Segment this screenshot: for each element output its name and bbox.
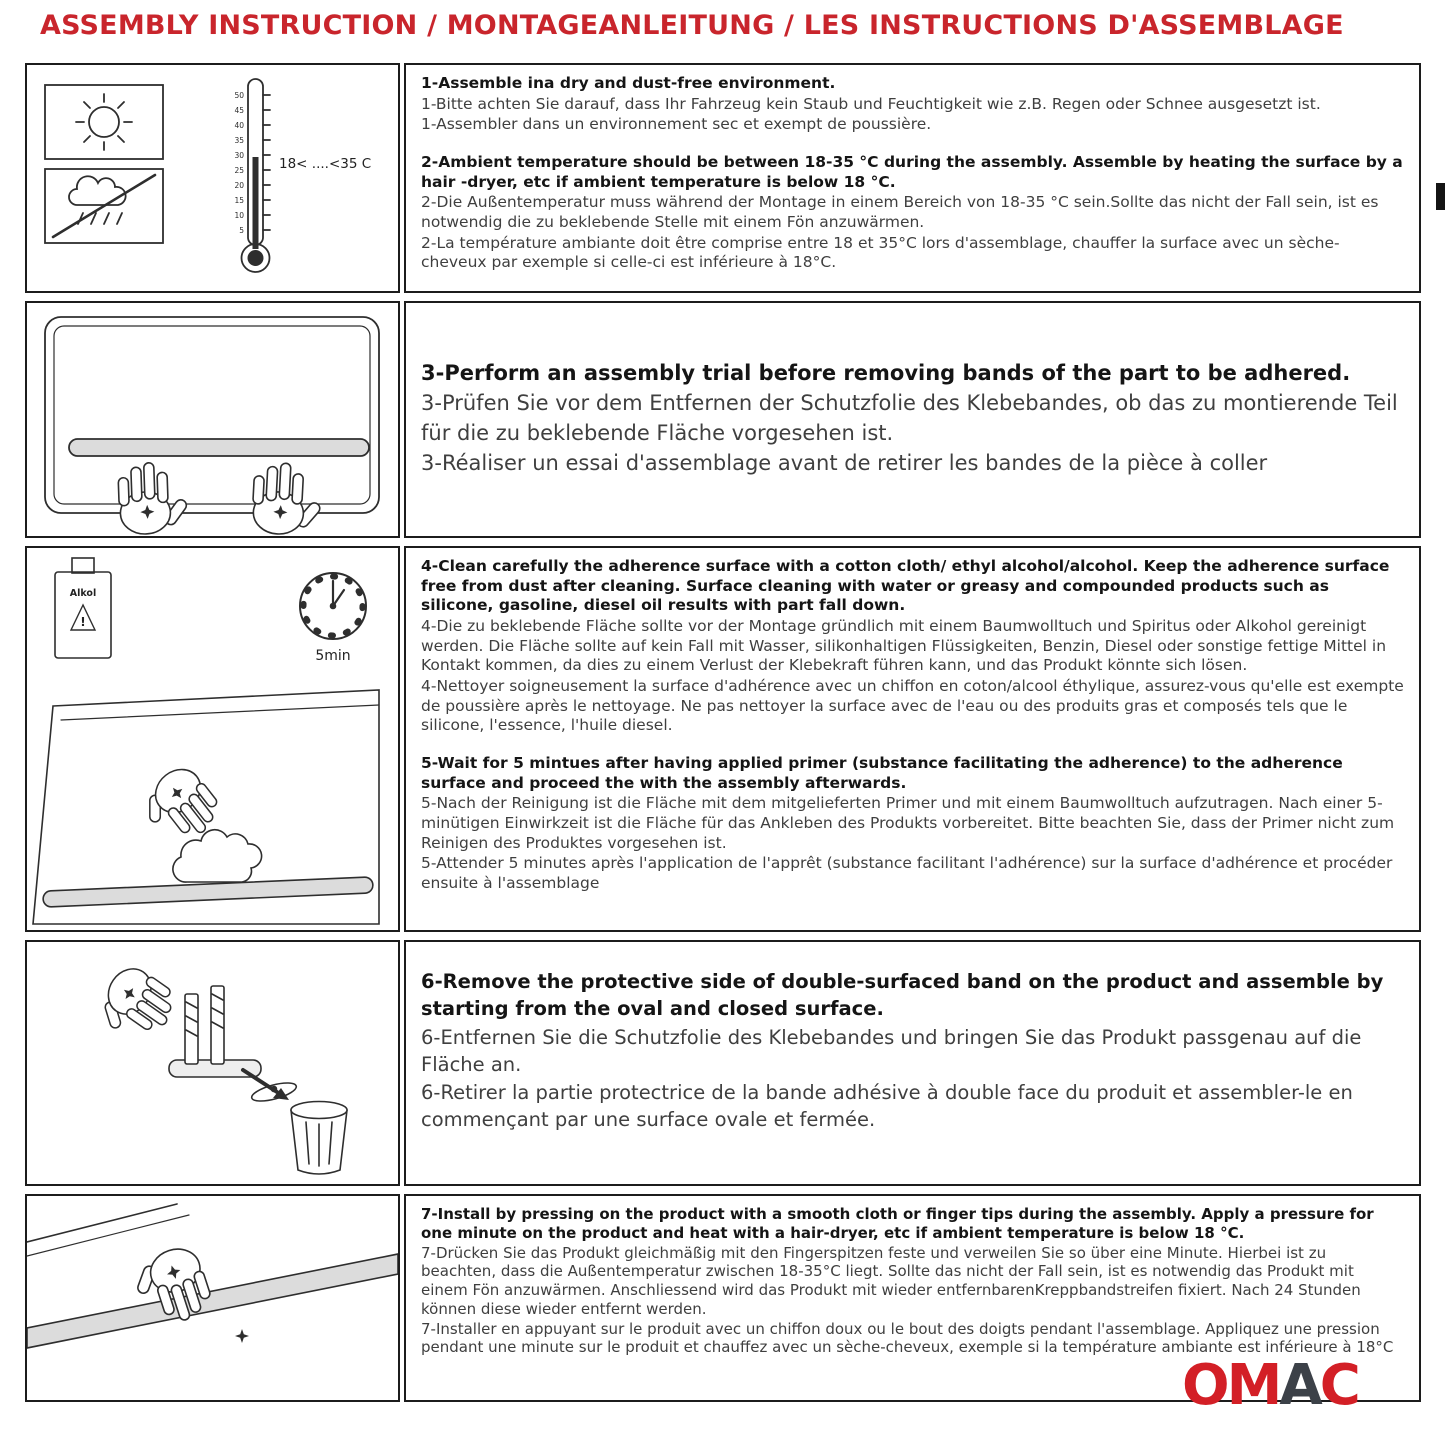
step-1-fr: 1-Assembler dans un environnement sec et exempt de poussière. [421, 115, 932, 134]
step-3-de: 3-Prüfen Sie vor dem Entfernen der Schutzfolie des Klebebandes, ob das zu montierende Teil für die zu beklebende Fläche vorgesehen ist. [421, 391, 1398, 445]
step-6-de: 6-Entfernen Sie die Schutzfolie des Klebebandes und bringen Sie das Produkt passgenau auf die Fläche an. [421, 1025, 1362, 1076]
step-1-en: 1-Assemble ina dry and dust-free environment. [421, 74, 836, 92]
peeling-hand-icon [90, 960, 183, 1053]
step-6-fr: 6-Retirer la partie protectrice de la bande adhésive à double face du produit et assembler-le en commençant par une surface ovale et fermée. [421, 1081, 1353, 1132]
illustration-environment-temperature [25, 63, 400, 293]
temperature-range-label: 18< ....<35 C [279, 156, 372, 172]
step-7-de: 7-Drücken Sie das Produkt gleichmäßig mit den Fingerspitzen feste und verweilen Sie so über eine Minute. Hierbei ist zu beachten, dass die Außentemperatur zwischen 18-35°C liegt. Sollte das nicht der Fall sein, ist es notwendig das Produkt mit einem Fön anzuwärmen. Anschliessend wird das Produkt mit wieder entfernbarenKreppbandstreifen fixiert. Nach 24 Stunden können diese wieder entfernt werden. [421, 1243, 1361, 1318]
tape-strips-icon [169, 986, 261, 1077]
alcohol-bottle-label: Alkol [69, 588, 97, 599]
step-5-fr: 5-Attender 5 minutes après l'application de l'apprêt (substance facilitant l'adhérence) sur la surface d'adhérence et procéder ensuite à l'assemblage [421, 854, 1393, 893]
step-2-en: 2-Ambient temperature should be between 18-35 °C during the assembly. Assemble by heating the surface by a hair -dryer, etc if ambient temperature is below 18 °C. [421, 153, 1403, 191]
svg-text:20: 20 [234, 181, 244, 190]
illustration-press-install [25, 1194, 400, 1402]
instructions-step-6 [404, 940, 1421, 1186]
omac-logo [1182, 1353, 1358, 1418]
page-title: ASSEMBLY INSTRUCTION / MONTAGEANLEITUNG / LES INSTRUCTIONS D'ASSEMBLAGE [40, 10, 1344, 41]
spacer [421, 136, 1405, 153]
spacer [421, 737, 1405, 754]
logo-letter: C [1319, 1353, 1358, 1418]
step-4-fr: 4-Nettoyer soigneusement la surface d'adhérence avec un chiffon en coton/alcool éthylique, assurez-vous qu'elle est exempte de poussière après le nettoyage. Ne pas nettoyer la surface avec de l'eau ou des produits gras et composés tels que le silicone, l'essence, l'huile diesel. [421, 677, 1404, 735]
step-3-en: 3-Perform an assembly trial before removing bands of the part to be adhered. [421, 361, 1351, 385]
right-hand-icon [251, 462, 324, 536]
step-4-en: 4-Clean carefully the adherence surface with a cotton cloth/ ethyl alcohol/alcohol. Keep the adherence surface free from dust after cleaning. Surface cleaning with water or greasy and compounded products such as silicone, gasoline, diesel oil results with part fall down. [421, 557, 1390, 615]
step-5-de: 5-Nach der Reinigung ist die Fläche mit dem mitgelieferten Primer und mit einem Baumwolltuch aufzutragen. Nach einer 5-minütigen Einwirkzeit ist die Fläche für das Ankleben des Produkts vorbereitet. Bitte beachten Sie, dass der Primer nicht zum Reinigen des Produktes vorgesehen ist. [421, 794, 1395, 852]
instructions-step-3 [404, 301, 1421, 538]
illustration-remove-band [25, 940, 400, 1186]
thermometer-scale [234, 91, 244, 235]
warning-mark: ! [80, 615, 86, 629]
svg-text:45: 45 [234, 106, 244, 115]
svg-text:10: 10 [234, 211, 244, 220]
illustration-cleaning [25, 546, 400, 932]
step-7-fr: 7-Installer en appuyant sur le produit avec un chiffon doux ou le bout des doigts pendant l'assemblage. Appliquez une pression pendant une minute sur le produit et chauffez avec un sèche-cheveux, exemple si la température ambiante est inférieure à 18°C [421, 1319, 1394, 1357]
cloth-icon [173, 830, 262, 882]
svg-text:40: 40 [234, 121, 244, 130]
svg-text:50: 50 [234, 91, 244, 100]
trim-strip [27, 1254, 398, 1348]
no-rain-icon [53, 175, 155, 237]
page-edge-mark [1436, 183, 1445, 210]
car-door-drawing [45, 317, 379, 513]
svg-text:15: 15 [234, 196, 244, 205]
logo-letter: M [1226, 1353, 1280, 1418]
logo-letter: A [1279, 1353, 1320, 1418]
alcohol-bottle-icon [55, 558, 111, 658]
step-1-de: 1-Bitte achten Sie darauf, dass Ihr Fahrzeug kein Staub und Feuchtigkeit wie z.B. Regen oder Schnee ausgesetzt ist. [421, 94, 1321, 113]
sun-icon [76, 94, 132, 150]
step-7-en: 7-Install by pressing on the product with a smooth cloth or finger tips during the assembly. Apply a pressure for one minute on the product and heat with a hair-dryer, etc if ambient temperature is below 18 °C. [421, 1205, 1374, 1242]
trash-can-icon [250, 1079, 347, 1174]
svg-text:5: 5 [239, 226, 244, 235]
step-6-en: 6-Remove the protective side of double-surfaced band on the product and assemble by starting from the oval and closed surface. [421, 970, 1384, 1021]
step-2-fr: 2-La température ambiante doit être comprise entre 18 et 35°C lors d'assemblage, chauffer la surface avec un sèche-cheveux par exemple si celle-ci est inférieure à 18°C. [421, 233, 1340, 272]
step-2-de: 2-Die Außentemperatur muss während der Montage in einem Bereich von 18-35 °C sein.Sollte das nicht der Fall sein, ist es notwendig die zu beklebende Stelle mit einem Fön anzuwärmen. [421, 193, 1379, 232]
svg-text:35: 35 [234, 136, 244, 145]
step-5-en: 5-Wait for 5 mintues after having applied primer (substance facilitating the adherence) to the adherence surface and proceed the with the assembly afterwards. [421, 754, 1343, 792]
logo-letter: O [1182, 1353, 1227, 1418]
thermometer-icon [242, 79, 271, 272]
svg-text:30: 30 [234, 151, 244, 160]
instructions-step-4-5 [404, 546, 1421, 932]
svg-text:25: 25 [234, 166, 244, 175]
step-4-de: 4-Die zu beklebende Fläche sollte vor der Montage gründlich mit einem Baumwolltuch und Spiritus oder Alkohol gereinigt werden. Die Fläche sollte auf kein Fall mit Wasser, silikonhaltigen Flüssigkeiten, Benzin, Diesel oder sonstige fettige Mittel in Kontakt kommen, da dies zu einem Verlust der Klebekraft führen kann, und das Produkt könnte sich lösen. [421, 617, 1387, 675]
sparkle-icon [235, 1329, 249, 1343]
clock-duration-label: 5min [315, 648, 351, 664]
clock-icon [300, 573, 366, 639]
left-hand-icon [118, 462, 190, 535]
step-3-fr: 3-Réaliser un essai d'assemblage avant de retirer les bandes de la pièce à coller [421, 451, 1268, 476]
instructions-step-1-2 [404, 63, 1421, 293]
panel-edge-line [27, 1204, 177, 1242]
illustration-assembly-trial [25, 301, 400, 538]
